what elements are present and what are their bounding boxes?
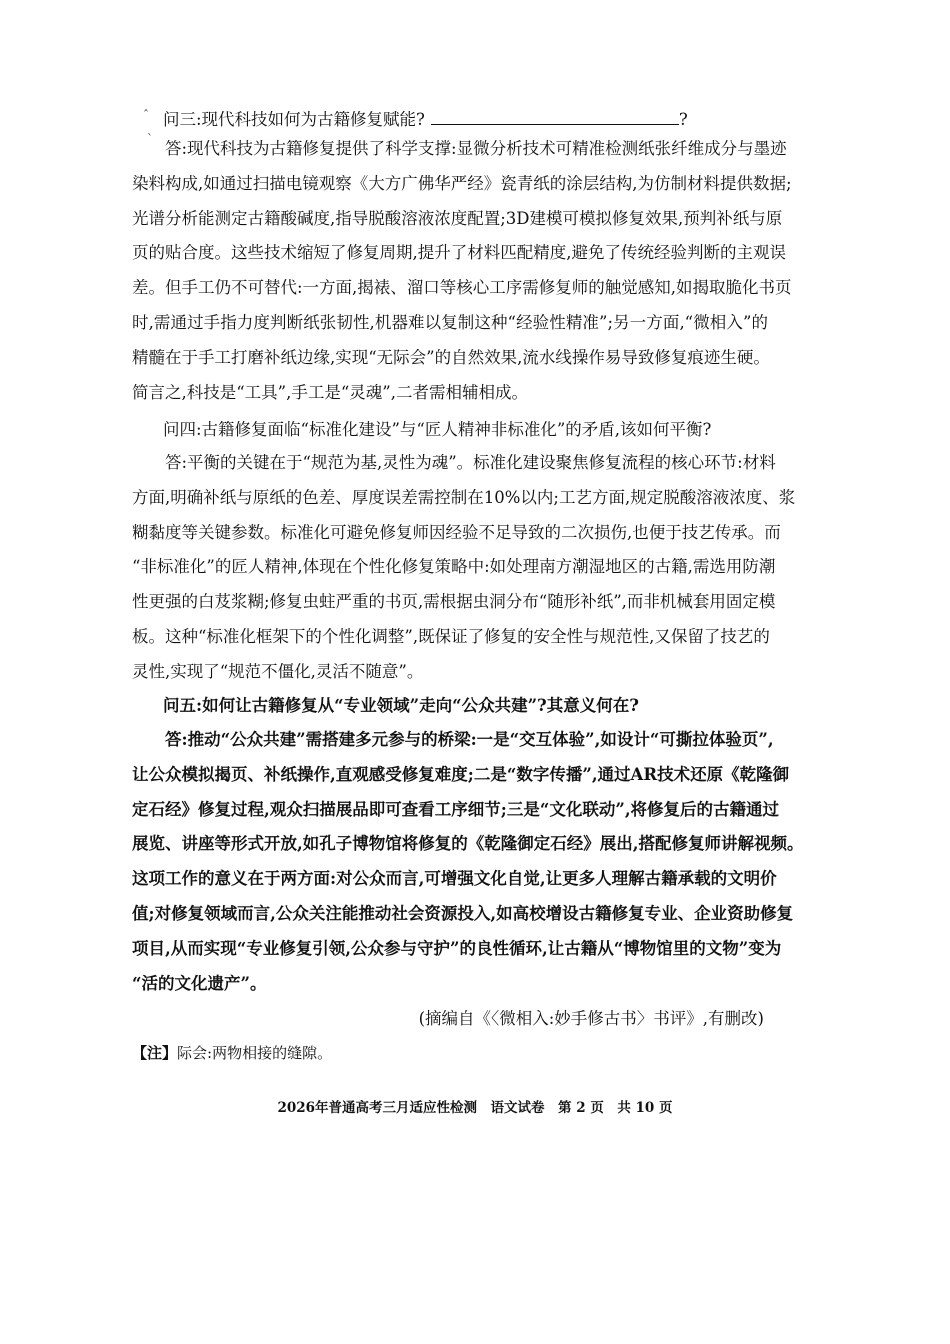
answer-line: 答:平衡的关键在于“规范为基,灵性为魂”。标准化建设聚焦修复流程的核心环节:材料 [165, 453, 776, 472]
answer-3 [132, 132, 792, 410]
answer-line: 答:现代科技为古籍修复提供了科学支撑:显微分析技术可精准检测纸张纤维成分与墨迹 [165, 139, 787, 158]
question-3 [163, 106, 688, 130]
answer-line: 精髓在于手工打磨补纸边缘,实现“无际会”的自然效果,流水线操作易导致修复痕迹生硬。 [132, 347, 770, 367]
answer-line: 简言之,科技是“工具”,手工是“灵魂”,二者需相辅相成。 [132, 382, 528, 402]
answer-line: 定石经》修复过程,观众扫描展品即可查看工序细节;三是“文化联动”,将修复后的古籍通过 [132, 799, 780, 819]
answer-blank [431, 110, 679, 125]
answer-line: 这项工作的意义在于两方面:对公众而言,可增强文化自觉,让更多人理解古籍承载的文明价 [132, 869, 777, 889]
footnote-label: 【注】 [132, 1044, 178, 1062]
scan-mark: ˋ [147, 132, 153, 146]
answer-line: 答:推动“公众共建”需搭建多元参与的桥梁:一是“交互体验”,如设计“可撕拉体验页”, [165, 730, 774, 749]
answer-5 [132, 723, 804, 1001]
answer-line: 值;对修复领域而言,公众关注能推动社会资源投入,如高校增设古籍修复专业、企业资助修复 [132, 903, 794, 923]
answer-line: 光谱分析能测定古籍酸碱度,指导脱酸溶液浓度配置;3D建模可模拟修复效果,预判补纸与原 [132, 208, 783, 228]
answer-line: 让公众模拟揭页、补纸操作,直观感受修复难度;二是“数字传播”,通过AR技术还原《乾隆御 [132, 764, 790, 784]
answer-line: 性更强的白芨浆糊;修复虫蛀严重的书页,需根据虫洞分布“随形补纸”,而非机械套用固定模 [132, 592, 776, 612]
answer-line: 板。这种“标准化框架下的个性化调整”,既保证了修复的安全性与规范性,又保留了技艺的 [132, 626, 770, 646]
page-footer: 2026年普通高考三月适应性检测 语文试卷 第 2 页 共 10 页 [277, 1100, 673, 1116]
footnote-text: 际会:两物相接的缝隙。 [177, 1044, 333, 1062]
answer-line: 方面,明确补纸与原纸的色差、厚度误差需控制在10%以内;工艺方面,规定脱酸溶液浓度、浆 [132, 487, 796, 507]
answer-line: “非标准化”的匠人精神,体现在个性化修复策略中:如处理南方潮湿地区的古籍,需选用防潮 [132, 557, 776, 577]
question-3-text: 问三:现代科技如何为古籍修复赋能? [163, 110, 425, 129]
footnote [132, 1042, 332, 1063]
answer-line: 项目,从而实现“专业修复引领,公众参与守护”的良性循环,让古籍从“博物馆里的文物”变为 [132, 938, 782, 958]
answer-4 [132, 446, 796, 690]
scan-mark: ˆ [143, 108, 149, 122]
answer-line: 糊黏度等关键参数。标准化可避免修复师因经验不足导致的二次损伤,也便于技艺传承。而 [132, 522, 781, 542]
question-5: 问五:如何让古籍修复从“专业领域”走向“公众共建”?其意义何在? [163, 696, 639, 715]
source-citation: (摘编自《〈微相入:妙手修古书〉书评》,有删改) [418, 1009, 764, 1028]
answer-line: 时,需通过手指力度判断纸张韧性,机器难以复制这种“经验性精准”;另一方面,“微相入”的 [132, 312, 768, 332]
answer-line: 展览、讲座等形式开放,如孔子博物馆将修复的《乾隆御定石经》展出,搭配修复师讲解视频。 [132, 834, 804, 854]
answer-line: 染料构成,如通过扫描电镜观察《大方广佛华严经》瓷青纸的涂层结构,为仿制材料提供数据; [132, 173, 792, 193]
question-4: 问四:古籍修复面临“标准化建设”与“匠人精神非标准化”的矛盾,该如何平衡? [163, 420, 712, 439]
answer-line: 页的贴合度。这些技术缩短了修复周期,提升了材料匹配精度,避免了传统经验判断的主观误 [132, 243, 786, 263]
answer-line: 差。但手工仍不可替代:一方面,揭裱、溜口等核心工序需修复师的触觉感知,如揭取脆化书页 [132, 278, 792, 298]
answer-line: “活的文化遗产”。 [132, 973, 267, 993]
question-3-mark: ? [678, 110, 688, 129]
answer-line: 灵性,实现了“规范不僵化,灵活不随意”。 [132, 661, 424, 681]
